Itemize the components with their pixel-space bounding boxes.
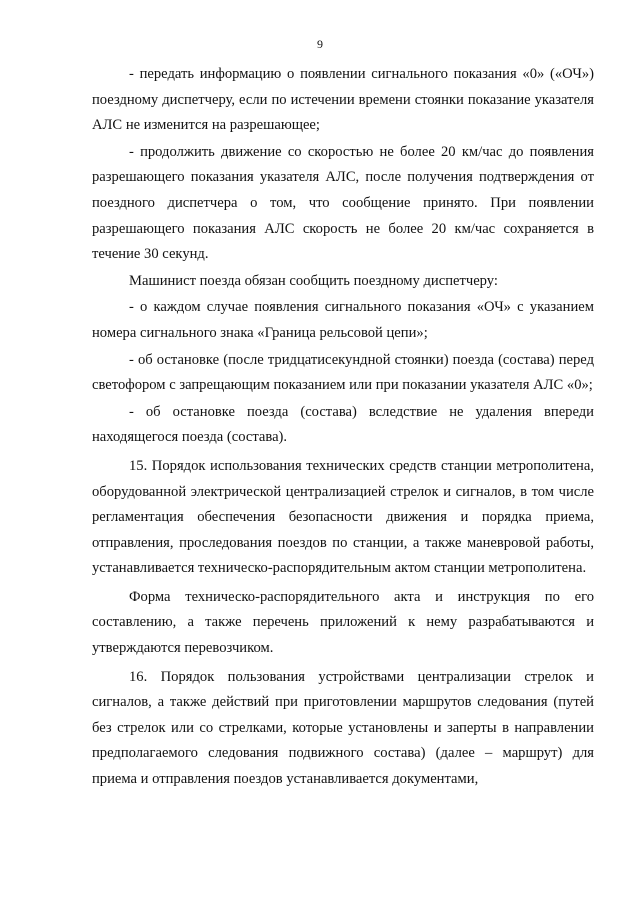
paragraph-section-16: 16. Порядок пользования устройствами централизации стрелок и сигналов, а также действий при приготовлении маршрутов следования (путей без стрелок или со стрелками, которые установлены и заперты в направлении предполагаемого следования подвижного состава) (далее – маршрут) для приема и отправления поездов устанавливается документами, <box>92 668 594 788</box>
paragraph-section-15: 15. Порядок использования технических средств станции метрополитена, оборудованной электрической централизацией стрелок и сигналов, в том числе регламентация обеспечения безопасности движения и порядка приема, отправления, проследования поездов по станции, а также маневровой работы, устанавливается техническо-распорядительным актом станции метрополитена. <box>92 457 594 577</box>
document-body <box>92 62 594 793</box>
paragraph-report-signal: - передать информацию о появлении сигнального показания «0» («ОЧ») поездному диспетчеру, если по истечении времени стоянки показание указателя АЛС не изменится на разрешающее; <box>92 66 594 134</box>
paragraph-driver-must-report: Машинист поезда обязан сообщить поездному диспетчеру: <box>129 272 498 289</box>
paragraph-report-och: - о каждом случае появления сигнального показания «ОЧ» с указанием номера сигнального знака «Граница рельсовой цепи»; <box>92 299 594 341</box>
paragraph-continue-movement: - продолжить движение со скоростью не более 20 км/час до появления разрешающего показания указателя АЛС, после получения подтверждения от поездного диспетчера о том, что сообщение принято. При появлении разрешающего показания АЛС скорость не более 20 км/час сохраняется в течение 30 секунд. <box>92 143 594 263</box>
page-number: 9 <box>317 37 323 51</box>
paragraph-report-stop-signal: - об остановке (после тридцатисекундной стоянки) поезда (состава) перед светофором с запрещающим показанием или при показании указателя АЛС «0»; <box>92 351 594 394</box>
paragraph-report-stop-train-ahead: - об остановке поезда (состава) вследствие не удаления впереди находящегося поезда (состава). <box>92 403 594 446</box>
paragraph-act-form: Форма техническо-распорядительного акта и инструкция по его составлению, а также перечень приложений к нему разрабатываются и утверждаются перевозчиком. <box>92 588 594 657</box>
